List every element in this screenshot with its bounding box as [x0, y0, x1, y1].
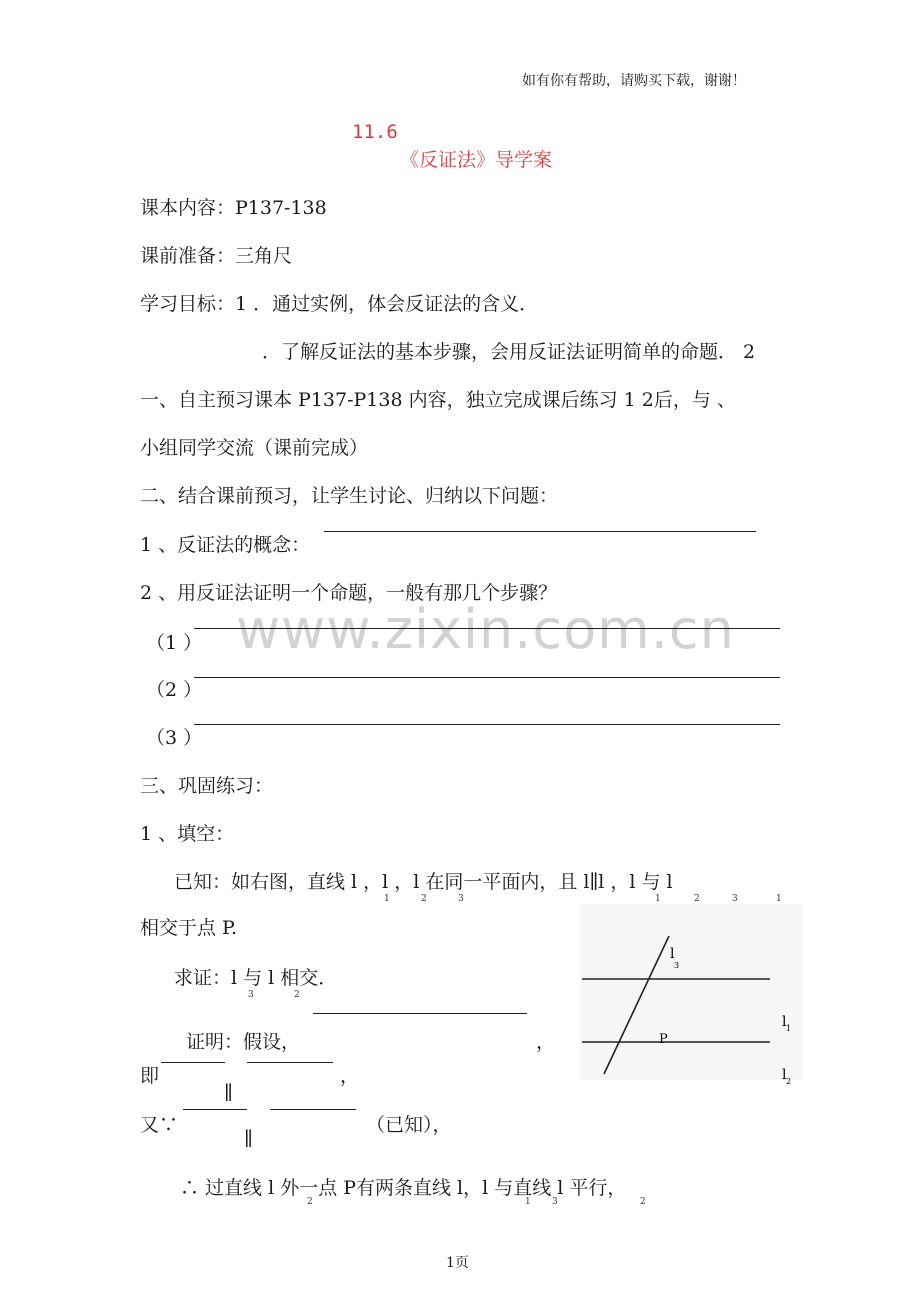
- ji-comma: ，: [340, 1065, 360, 1087]
- conclusion-text: ∴ 过直线 l 外一点 P有两条直线 l，l 与直线 l 平行，: [180, 1177, 627, 1199]
- label-l2: l: [782, 1067, 787, 1083]
- given-sub-r2: 2: [694, 894, 700, 904]
- parallel-symbol-1: ∥: [224, 1082, 233, 1104]
- parallel-symbol-2: ∥: [244, 1128, 253, 1150]
- step-1-label: （1 ）: [146, 632, 203, 654]
- given-sub-1: 1: [384, 894, 390, 904]
- fill-blank-title: 1 、填空：: [140, 823, 235, 845]
- step-2-line: [194, 677, 780, 678]
- ji-text: 即: [140, 1065, 160, 1087]
- label-l3: l: [670, 946, 675, 962]
- proof-blank-1: [313, 1013, 527, 1014]
- conclusion-sub-1: 2: [307, 1197, 313, 1207]
- geometry-figure: [570, 900, 810, 1100]
- question-steps: 2 、用反证法证明一个命题，一般有那几个步骤？: [140, 582, 558, 604]
- given-text-2: 相交于点 P.: [140, 917, 238, 939]
- learning-goal-2: ．了解反证法的基本步骤，会用反证法证明简单的命题． 2: [262, 341, 756, 363]
- label-p: P: [659, 1032, 668, 1047]
- label-l1: l: [782, 1014, 787, 1030]
- prove-text: 求证：l 与 l 相交．: [174, 967, 338, 989]
- step-1-line: [194, 628, 780, 629]
- label-l2-sub: 2: [786, 1077, 792, 1086]
- conclusion-sub-4: 2: [640, 1197, 646, 1207]
- proof-blank-3: [247, 1062, 333, 1063]
- learning-goal-1: 学习目标：1 ．通过实例，体会反证法的含义．: [140, 293, 539, 315]
- known-text: （已知），: [366, 1114, 452, 1136]
- step-2-label: （2 ）: [146, 679, 203, 701]
- you-text: 又∵: [140, 1114, 179, 1136]
- page-title: 《反证法》导学案: [400, 149, 553, 171]
- given-sub-r4: 1: [776, 894, 782, 904]
- question-concept: 1 、反证法的概念：: [140, 534, 311, 556]
- conclusion-sub-3: 3: [552, 1197, 558, 1207]
- section-1-line-2: 小组同学交流（课前完成）: [140, 437, 369, 459]
- label-l1-sub: 1: [786, 1024, 792, 1033]
- step-3-line: [194, 724, 780, 725]
- given-sub-3: 3: [458, 894, 464, 904]
- section-1-line-1: 一、自主预习课本 P137-P138 内容，独立完成课后练习 1 2后，与 、: [140, 389, 736, 411]
- prove-sub-2: 2: [294, 990, 300, 1000]
- title-number: 11.6: [352, 121, 398, 143]
- conclusion-sub-2: 1: [525, 1197, 531, 1207]
- given-sub-r1: 1: [655, 894, 661, 904]
- proof-blank-2: [161, 1062, 225, 1063]
- proof-text: 证明：假设，: [186, 1031, 301, 1053]
- answer-line-concept: [324, 531, 756, 532]
- given-sub-r3: 3: [732, 894, 738, 904]
- given-sub-2: 2: [421, 894, 427, 904]
- step-3-label: （3 ）: [146, 727, 203, 749]
- prove-sub-3: 3: [248, 990, 254, 1000]
- proof-comma: ，: [536, 1031, 556, 1053]
- given-text: 已知：如右图，直线 l ，l ，l 在同一平面内，且 l∥l ，l 与 l: [174, 871, 673, 893]
- textbook-content: 课本内容：P137-138: [140, 197, 327, 219]
- label-l3-sub: 3: [674, 961, 680, 970]
- proof-blank-5: [270, 1109, 356, 1110]
- watermark: www.zixin.com.cn: [236, 598, 735, 661]
- proof-blank-4: [183, 1109, 247, 1110]
- header-note: 如有你有帮助，请购买下载，谢谢！: [522, 73, 746, 89]
- page-number: 1页: [446, 1255, 469, 1271]
- section-3-heading: 三、巩固练习：: [140, 775, 274, 797]
- preparation: 课前准备：三角尺: [140, 245, 293, 267]
- section-2-heading: 二、结合课前预习，让学生讨论、归纳以下问题：: [140, 485, 559, 507]
